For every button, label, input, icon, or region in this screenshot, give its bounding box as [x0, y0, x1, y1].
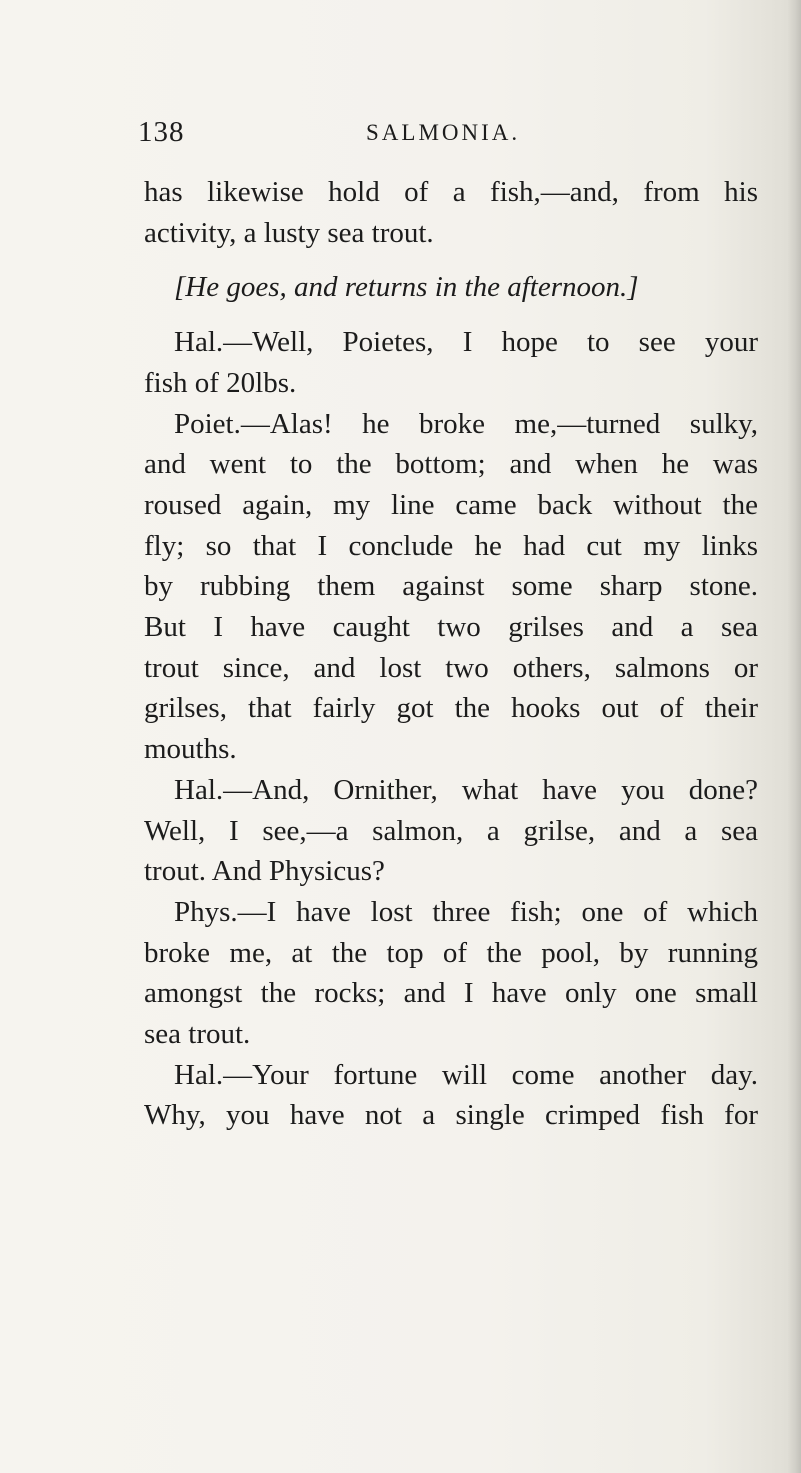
- text-line: Why, you have not a single crimped fish for: [144, 1099, 758, 1132]
- text-line: grilses, that fairly got the hooks out of their: [144, 692, 758, 725]
- page-edge-shadow: [787, 0, 801, 1473]
- body-text: [144, 172, 758, 1136]
- text-line: Well, I see,—a salmon, a grilse, and a sea: [144, 814, 758, 847]
- text-line: roused again, my line came back without the: [144, 488, 758, 521]
- stage-direction: [He goes, and returns in the afternoon.]: [174, 271, 639, 304]
- text-line: by rubbing them against some sharp stone.: [144, 570, 758, 603]
- text-line: fish of 20lbs.: [144, 366, 297, 399]
- text-line: trout. And Physicus?: [144, 855, 385, 888]
- text-line: mouths.: [144, 733, 237, 766]
- text-line: But I have caught two grilses and a sea: [144, 611, 758, 644]
- text-line: fly; so that I conclude he had cut my links: [144, 529, 758, 562]
- text-line: sea trout.: [144, 1018, 251, 1051]
- text-line: broke me, at the top of the pool, by running: [144, 936, 758, 969]
- page-header: [138, 116, 758, 156]
- speech-line-poiet: Poiet.—Alas! he broke me,—turned sulky,: [174, 407, 758, 440]
- speech-line-phys: Phys.—I have lost three fish; one of which: [174, 895, 758, 928]
- speech-line-hal: Hal.—And, Ornither, what have you done?: [174, 773, 758, 806]
- text-line: trout since, and lost two others, salmons or: [144, 651, 758, 684]
- speech-line-hal: Hal.—Your fortune will come another day.: [174, 1058, 758, 1091]
- speech-line-hal: Hal.—Well, Poietes, I hope to see your: [174, 326, 758, 359]
- page-number: 138: [138, 116, 185, 148]
- text-line: activity, a lusty sea trout.: [144, 216, 434, 249]
- text-line: amongst the rocks; and I have only one small: [144, 977, 758, 1010]
- text-line: and went to the bottom; and when he was: [144, 448, 758, 481]
- text-line: has likewise hold of a fish,—and, from his: [144, 176, 758, 208]
- running-head: SALMONIA.: [366, 120, 521, 145]
